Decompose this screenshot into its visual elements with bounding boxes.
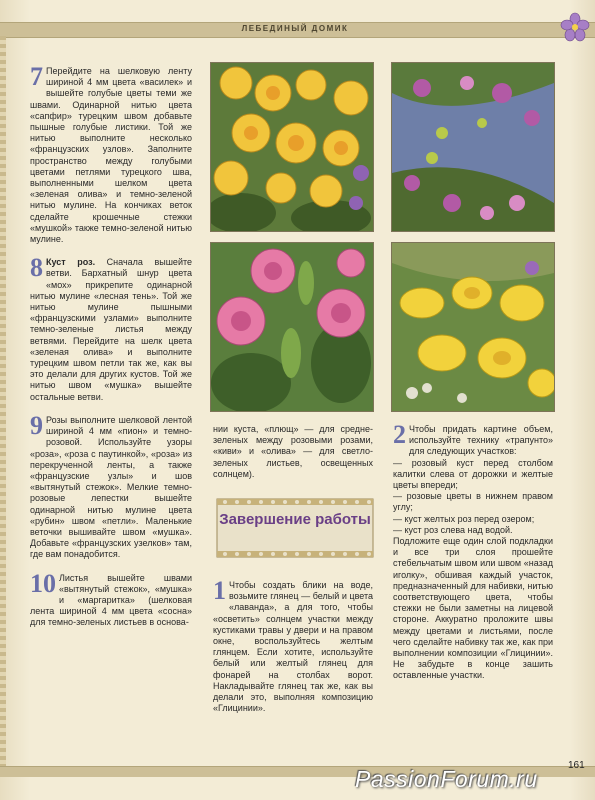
finish-step-2	[393, 420, 553, 458]
list-item: — розовые цветы в нижнем правом углу;	[393, 491, 553, 513]
step-8	[30, 253, 192, 403]
list-item: — куст желтых роз перед озером;	[393, 513, 535, 524]
column-middle-top	[213, 424, 373, 480]
header-title: ЛЕБЕДИНЫЙ ДОМИК	[241, 24, 349, 33]
continued-text: нии куста, «плющ» — для средне-зеленых между розовыми розами, «киви» и «олива» — для светло-зеленых листьев, освещенных солнцем).	[213, 424, 373, 479]
step-9	[30, 410, 192, 561]
step-number: 9	[30, 410, 43, 440]
violet-flower-icon	[560, 12, 590, 42]
step-text: Перейдите на шелковую ленту шириной 4 мм цвета «василек» и вышейте голубые цветы теми же швами. Одинарной нитью цвета «сапфир» турецким швом добавьте пышные голубые листики. Той же нитью выполните несколько «французских узлов». Заполните пространство между голубыми цветами петлями турецкого шва, выполненными шелком цвета «зеленая олива» и темно-зеленой нитью мулине. На кончиках веток сделайте крошечные стежки «мушкой» также темно-зеленой нитью мулине.	[30, 66, 192, 245]
step-text: Розы выполните шелковой лентой шириной 4 мм «пион» и темно-розовой. Используйте узоры «роза», «роза с паутинкой», «роза» из перекрученной ленты, а также «французские узлы» и шов «вытянутый стежок». Мелкие темно-розовые лепестки вышейте одинарной нитью мулине цвета «рубин» швом «петли». Маленькие веточки вышивайте швом «мушка». Добавьте «французских узелков» там, где вам понадобится.	[30, 414, 192, 560]
section-title-box	[215, 497, 375, 559]
purple-flowers-photo	[391, 62, 555, 232]
step-lead: Куст роз.	[46, 257, 96, 268]
column-middle-bottom	[213, 576, 373, 726]
paragraph: Подложите еще один слой подкладки и все три слоя прошейте стебельчатым швом или швом «назад иголку», обшивая каждый участок, предназначенный для набивки, нитью соответствующего цвета, чтобы стежки не были заметны на лицевой стороне. Аккуратно проложите швы между цветами и листьями, после чего сделайте набивку так же, как при выполнении композиции «Глицинии». Не забудьте в конце зашить оставленные участки.	[393, 536, 553, 681]
step-number: 7	[30, 62, 43, 91]
finish-step-1	[213, 576, 373, 714]
step-number: 1	[213, 576, 226, 605]
step-7	[30, 62, 192, 245]
column-left	[30, 62, 192, 641]
yellow-roses-photo	[210, 62, 374, 232]
step-number: 8	[30, 253, 43, 283]
step-text: Чтобы создать блики на воде, возьмите глянец — белый и цвета «лаванда», а для того, чтобы «осветить» солнцем участки между кустиками травы у двери и на правом окне, воспользуйтесь желтым глянцем. Если хотите, используйте белый или желтый глянец для фонарей на столбах ворот. Накладывайте глянец так же, как вы делали это, выполняя композицию «Глицинии».	[213, 580, 373, 714]
list-item: — куст роз слева над водой.	[393, 524, 513, 535]
page-number: 161	[568, 760, 585, 771]
step-number: 2	[393, 420, 406, 449]
watermark: PassionForum.ru	[355, 766, 538, 792]
pink-roses-photo	[210, 242, 374, 412]
yellow-flowers-photo	[391, 242, 555, 412]
step-number: 10	[30, 568, 56, 598]
column-right	[393, 420, 553, 682]
step-text: Сначала вышейте ветви. Бархатный шнур цвета «мох» прикрепите одинарной нитью мулине «лесная тень». Той же нитью мулине пышными «французскими узлами» выполните темно-зеленые листья между ветвями. Перейдите на шелк цвета «зеленая олива» и выполните турецким швом петли так же, как вы это делали для других кустов. Той же нитью швом «мушка» вышейте остальные ветви.	[30, 257, 192, 402]
step-10	[30, 568, 192, 629]
list-item: — розовый куст перед столбом калитки слева от дорожки и желтые цветы впереди;	[393, 457, 553, 491]
step-text: Чтобы придать картине объем, используйте технику «трапунто» для следующих участков:	[409, 424, 553, 457]
step-text: Листья вышейте швами «вытянутый стежок», «мушка» и «маргаритка» (шелковая лента шириной 4 мм цвета «сосна» для темно-зеленых листьев в основа-	[30, 572, 192, 628]
left-decorative-edge	[0, 36, 6, 766]
section-title: Завершение работы	[219, 511, 371, 528]
